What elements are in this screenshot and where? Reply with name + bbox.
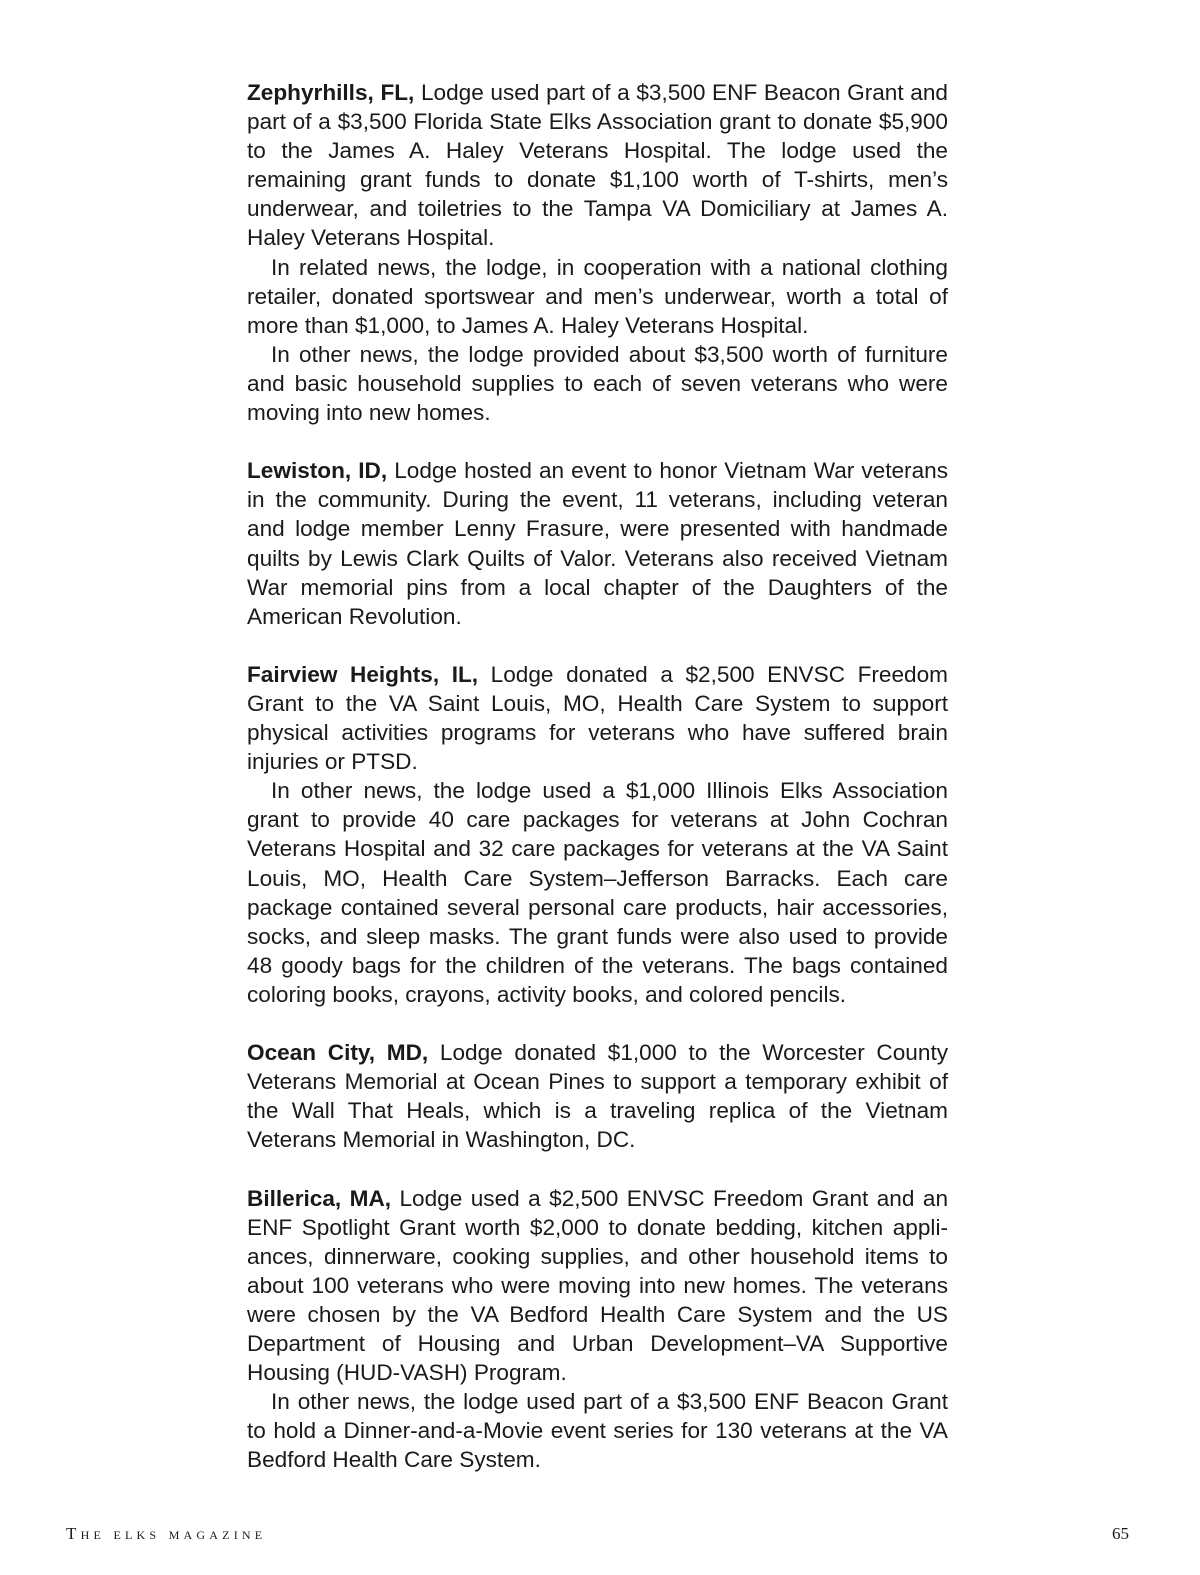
entry-paragraph: In other news, the lodge used a $1,000 Illinois Elks Association grant to provide 40 care packages for veterans at John Cochran Veterans Hospital and 32 care packages for veterans at the VA Saint Louis, MO, Health Care System–Jefferson Barracks. Each care package contained several personal care products, hair accessories, socks, and sleep masks. The grant funds were also used to provide 48 goody bags for the children of the veterans. The bags contained coloring books, crayons, activity books, and colored pencils.: [247, 778, 948, 1007]
lodge-name: Zephyrhills, FL,: [247, 80, 415, 105]
lodge-name: Billerica, MA,: [247, 1185, 392, 1211]
entry-paragraph: [247, 78, 948, 253]
paragraph-text: Lodge donated a $2,500 ENVSC Freedom Grant to the VA Saint Louis, MO, Health Care System to support physical activities programs for veterans who have suffered brain injuries or PTSD.: [247, 661, 949, 775]
lodge-name: Ocean City, MD,: [247, 1040, 429, 1066]
entry-paragraph: [247, 456, 948, 631]
entry-paragraph: [247, 1038, 948, 1154]
entry-paragraph: [247, 1184, 948, 1388]
paragraph-text: Lodge donated $1,000 to the Worcester County Veterans Memorial at Ocean Pines to support a temporary exhibit of the Wall That Heals, which is a traveling replica of the Vietnam Veterans Memorial in Washington, DC.: [247, 1040, 949, 1153]
page-footer: [66, 1524, 1129, 1548]
article-column: [247, 78, 948, 1504]
lodge-entry-ocean-city: [247, 1038, 948, 1154]
entry-paragraph: In other news, the lodge used part of a $3,500 ENF Beacon Grant to hold a Dinner-and-a-Movie event series for 130 veterans at the VA Bedford Health Care System.: [247, 1389, 948, 1473]
lodge-entry-lewiston: [247, 456, 948, 631]
lodge-entry-zephyrhills: [247, 78, 948, 427]
lodge-name: Fairview Heights, IL,: [247, 661, 479, 687]
paragraph-text: Lodge used part of a $3,500 ENF Beacon Grant and part of a $3,500 Florida State Elks Association grant to donate $5,900 to the James A. Haley Veterans Hospital. The lodge used the remaining grant funds to donate $1,100 worth of T-shirts, men’s underwear, and toiletries to the Tampa VA Domiciliary at James A. Haley Veterans Hospital.: [247, 80, 948, 251]
magazine-title: The elks magazine: [66, 1524, 267, 1543]
paragraph-text: Lodge used a $2,500 ENVSC Freedom Grant and an ENF Spotlight Grant worth $2,000 to donate bedding, kitchen appliances, dinnerware, cooking supplies, and other household items to about 100 veterans who were moving into new homes. The veterans were chosen by the VA Bedford Health Care System and the US Department of Housing and Urban Development–VA Supportive Housing (HUD-VASH) Program.: [247, 1185, 949, 1386]
lodge-name: Lewiston, ID,: [247, 458, 388, 484]
paragraph-text: Lodge hosted an event to honor Vietnam War veterans in the community. During the event, 11 veterans, including veteran and lodge member Lenny Frasure, were presented with handmade quilts by Lewis Clark Quilts of Valor. Veterans also received Vietnam War memorial pins from a local chapter of the Daughters of the American Revolution.: [247, 458, 949, 629]
lodge-entry-billerica: [247, 1184, 948, 1475]
entry-paragraph: In other news, the lodge provided about $3,500 worth of furniture and basic household supplies to each of seven veterans who were moving into new homes.: [247, 341, 948, 426]
lodge-entry-fairview-heights: [247, 660, 948, 1009]
page-number: 65: [1112, 1524, 1129, 1543]
entry-paragraph: [247, 660, 948, 776]
entry-paragraph: In related news, the lodge, in cooperation with a national clothing retailer, donated sportswear and men’s underwear, worth a total of more than $1,000, to James A. Haley Veterans Hospital.: [247, 254, 948, 338]
